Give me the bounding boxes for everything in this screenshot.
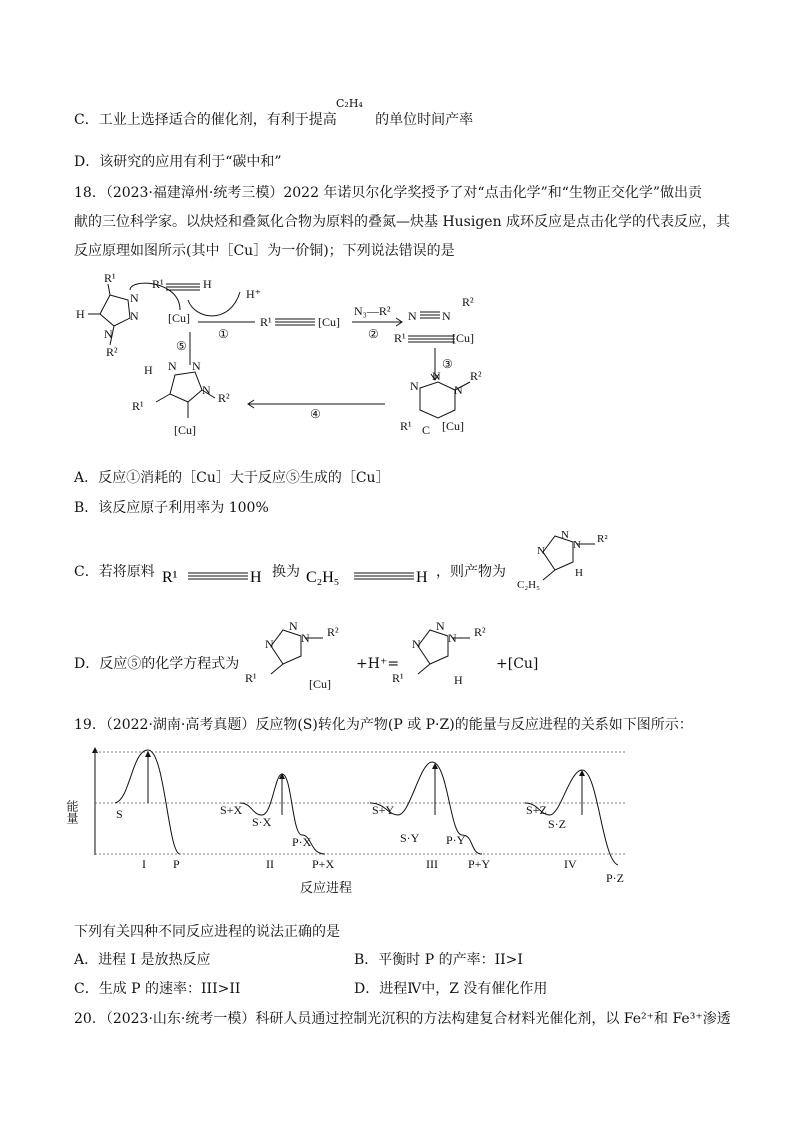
r1-label-a: R¹ <box>104 271 116 285</box>
h-label-a: H <box>76 307 85 321</box>
r2-label-d: R² <box>218 391 230 405</box>
label-p-plus-x: P+X <box>312 857 335 871</box>
step-3-label: ③ <box>442 357 453 371</box>
r1-label-d: R¹ <box>394 331 406 345</box>
q19-option-a: A．进程 I 是放热反应 <box>74 952 211 968</box>
q18-option-d-plus-cu: +[Cu] <box>496 656 539 672</box>
label-p-i: P <box>173 857 180 871</box>
label-s-dot-y: S·Y <box>400 831 420 845</box>
h-label-c: H <box>144 363 153 377</box>
h-label-b: H <box>203 277 212 291</box>
react-r1: R¹ <box>245 671 257 685</box>
r1-label-b: R¹ <box>152 277 164 291</box>
n-label-i: N <box>168 359 177 373</box>
step-5-label: ⑤ <box>176 339 187 353</box>
h-triazole-product <box>390 618 500 692</box>
label-iii: III <box>426 857 438 871</box>
q18-option-d: D．反应⑤的化学方程式为 <box>74 656 240 672</box>
alkyne-ethyl-structure <box>304 560 434 590</box>
prod2-n3: N <box>448 631 457 645</box>
label-p-dot-y: P·Y <box>446 833 466 847</box>
n-label-b: N <box>130 309 139 323</box>
alkyne-h-label: H <box>250 569 262 586</box>
prod2-r2: R² <box>474 625 486 639</box>
q19-option-d: D．进程Ⅳ中，Z 没有催化作用 <box>354 981 548 997</box>
n-label-h: N <box>454 383 463 397</box>
alkyne-r1-structure <box>160 560 270 588</box>
r2-label-c: R² <box>470 369 482 383</box>
triazole-ring-cu <box>170 372 202 402</box>
prod2-r1: R¹ <box>392 671 404 685</box>
azide-label: N₃—R² <box>354 304 391 318</box>
cu-label-c: [Cu] <box>452 331 474 345</box>
c2h4-formula: C₂H₄ <box>336 97 363 110</box>
r2-label-a: R² <box>106 345 118 359</box>
q18-stem-line3: 反应原理如图所示(其中［Cu］为一价铜)；下列说法错误的是 <box>74 243 455 259</box>
label-ii: II <box>266 857 274 871</box>
q18-option-a: A．反应①消耗的［Cu］大于反应⑤生成的［Cu］ <box>74 470 390 486</box>
cu-label-a: [Cu] <box>168 311 190 325</box>
prod-n1: N <box>561 529 569 541</box>
r2-label-b: R² <box>462 295 474 309</box>
label-s-dot-x: S·X <box>252 815 272 829</box>
cu-label-e: [Cu] <box>174 423 196 437</box>
ethyl-triazole-product <box>515 528 635 590</box>
q20-stem-line1: 20．（2023·山东·统考一模）科研人员通过控制光沉积的方法构建复合材料光催化剂，以 Fe²⁺和 Fe³⁺渗透 <box>74 1011 731 1027</box>
alkyne-r1-label: R¹ <box>162 569 178 586</box>
q18-stem-line1: 18．（2023·福建漳州·统考三模）2022 年诺贝尔化学奖授予了对“点击化学”和“生物正交化学”做出贡 <box>74 185 703 201</box>
reaction-progress-label: 反应进程 <box>300 880 353 895</box>
r1-label-c: R¹ <box>260 315 272 329</box>
react-n2: N <box>265 637 274 651</box>
q18-option-c-tail: ，则产物为 <box>436 564 506 580</box>
label-s-plus-z: S+Z <box>526 803 547 817</box>
q18-option-c <box>74 563 155 581</box>
ethyl-alkyne-h: H <box>416 569 428 586</box>
step-1-label: ① <box>218 327 229 341</box>
q17-option-c-text: C．工业上选择适合的催化剂，有利于提高 <box>74 112 337 128</box>
prod-h: H <box>575 567 583 579</box>
n-label-j: N <box>192 359 201 373</box>
step-2-label: ② <box>368 327 379 341</box>
prod-n3: N <box>573 539 581 551</box>
cu-metallacycle-ring <box>420 382 455 418</box>
label-s-plus-x: S+X <box>220 803 243 817</box>
prod-r2: R² <box>597 533 608 545</box>
step-4-label: ④ <box>310 407 321 421</box>
prod2-h: H <box>454 673 463 687</box>
label-s: S <box>116 807 123 821</box>
prod-ethyl: C₂H₅ <box>517 579 540 591</box>
n-label-f: N <box>410 379 419 393</box>
r1-label-e: R¹ <box>400 419 412 433</box>
c-label: C <box>422 423 431 437</box>
q18-option-c-lead: C．若将原料 <box>74 564 155 580</box>
label-i: I <box>142 857 146 871</box>
q17-option-c-tail: 的单位时间产率 <box>375 112 474 128</box>
cu-triazole-reactant <box>243 618 353 692</box>
energy-profile-diagram <box>65 740 660 902</box>
react-cu: [Cu] <box>309 677 331 691</box>
q17-option-d: D．该研究的应用有利于“碳中和” <box>74 154 282 170</box>
label-s-plus-y: S+Y <box>372 803 395 817</box>
curve-process-iv <box>525 770 618 865</box>
react-r2: R² <box>327 625 339 639</box>
label-p-dot-z: P·Z <box>606 871 624 885</box>
q19-option-b: B．平衡时 P 的产率：II>I <box>354 952 523 968</box>
n-label-k: N <box>202 383 211 397</box>
ethyl-label: C₂H₅ <box>306 569 340 586</box>
q18-option-c-mid: 换为 <box>272 564 300 580</box>
label-p-plus-y: P+Y <box>468 857 491 871</box>
label-p-dot-x: P·X <box>292 835 312 849</box>
label-s-dot-z: S·Z <box>548 817 566 831</box>
n-label-e: N <box>442 309 451 323</box>
triazole-ring-product <box>100 295 130 326</box>
q17-option-c <box>74 97 474 129</box>
q18-option-b: B．该反应原子利用率为 100% <box>74 500 269 516</box>
q19-option-c: C．生成 P 的速率：III>II <box>74 981 241 997</box>
r1-label-f: R¹ <box>132 399 144 413</box>
n-label-d: N <box>408 309 417 323</box>
label-iv: IV <box>564 857 577 871</box>
energy-axis-label: 能量 <box>65 800 79 824</box>
q19-stem-question: 下列有关四种不同反应进程的说法正确的是 <box>74 924 340 940</box>
react-n3: N <box>301 631 310 645</box>
prod2-n2: N <box>412 637 421 651</box>
click-chemistry-mechanism-diagram <box>70 270 490 448</box>
n-label-a: N <box>130 291 139 305</box>
q19-stem-line1: 19．（2022·湖南·高考真题）反应物(S)转化为产物(P 或 P·Z)的能量与反应进程的关系如下图所示： <box>74 717 693 733</box>
react-n1: N <box>289 619 298 633</box>
n-label-g: N <box>432 369 441 383</box>
cu-label-b: [Cu] <box>318 315 340 329</box>
q18-option-d-plus-h: +H⁺= <box>356 656 400 672</box>
q18-stem-line2: 献的三位科学家。以炔烃和叠氮化合物为原料的叠氮—炔基 Husigen 成环反应是点击化学的代表反应，其 <box>74 214 731 230</box>
prod-n2: N <box>537 545 545 557</box>
h-plus-label: H⁺ <box>246 287 261 301</box>
prod2-n1: N <box>436 619 445 633</box>
n-label-c: N <box>104 327 113 341</box>
cu-label-d: [Cu] <box>442 419 464 433</box>
